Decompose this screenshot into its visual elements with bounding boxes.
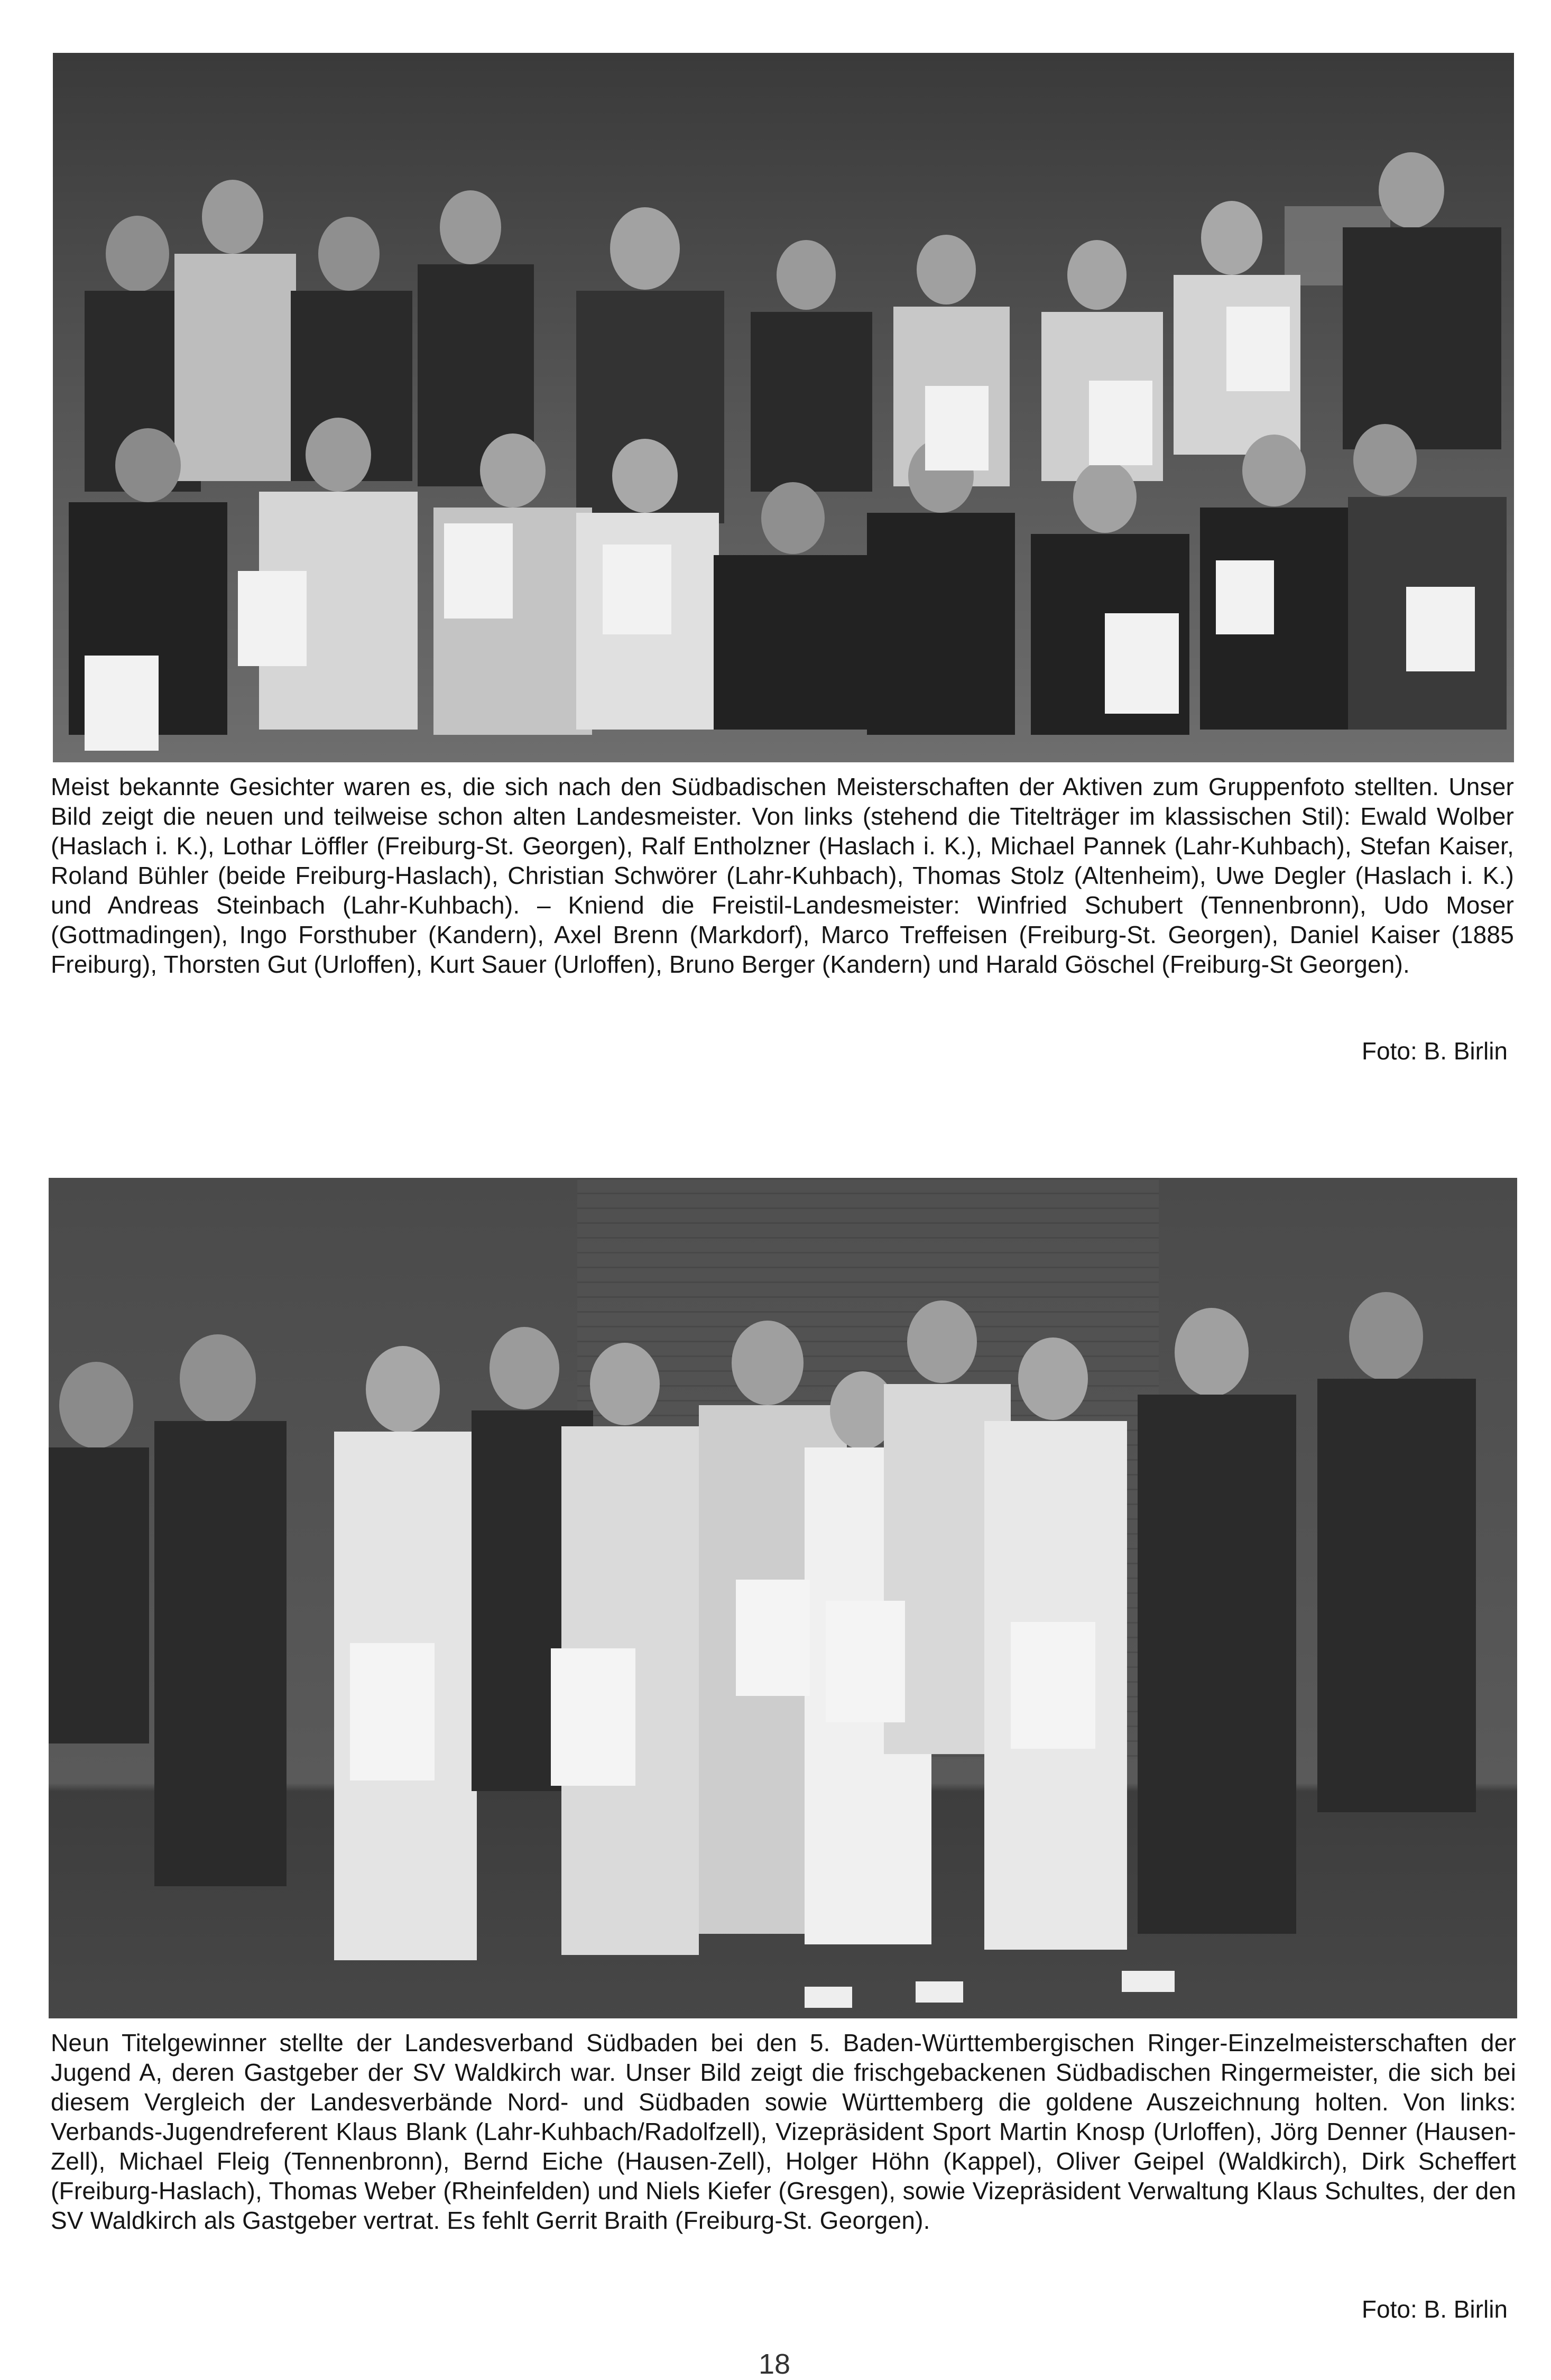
group-photo-jugend	[49, 1178, 1517, 2018]
page-number: 18	[758, 2348, 791, 2380]
group-photo-aktive-image	[53, 53, 1514, 762]
photo-2-caption: Neun Titelgewinner stellte der Landesverband Südbaden bei den 5. Baden-Württembergischen Ringer-Einzelmeisterschaften der Jugend A, deren Gastgeber der SV Waldkirch war. Unser Bild zeigt die frischgebackenen Südbadischen Ringermeister, die sich bei diesem Vergleich der Landesverbände Nord- und Südbaden sowie Württemberg die goldene Auszeichnung holten. Von links: Verbands-Jugendreferent Klaus Blank (Lahr-Kuhbach/Radolfzell), Vizepräsident Sport Martin Knosp (Urloffen), Jörg Denner (Hausen-Zell), Michael Fleig (Tennenbronn), Bernd Eiche (Hausen-Zell), Holger Höhn (Kappel), Oliver Geipel (Waldkirch), Dirk Scheffert (Freiburg-Haslach), Thomas Weber (Rheinfelden) und Niels Kiefer (Gresgen), sowie Vizepräsident Verwaltung Klaus Schultes, der den SV Waldkirch als Gastgeber vertrat. Es fehlt Gerrit Braith (Freiburg-St. Georgen).	[51, 2029, 1516, 2234]
photo-1-caption: Meist bekannte Gesichter waren es, die sich nach den Südbadischen Meisterschaften der Aktiven zum Gruppenfoto stellten. Unser Bild zeigt die neuen und teilweise schon alten Landesmeister. Von links (stehend die Titelträger im klassischen Stil): Ewald Wolber (Haslach i. K.), Lothar Löffler (Freiburg-St. Georgen), Ralf Entholzner (Haslach i. K.), Michael Pannek (Lahr-Kuhbach), Stefan Kaiser, Roland Bühler (beide Freiburg-Haslach), Christian Schwörer (Lahr-Kuhbach), Thomas Stolz (Altenheim), Uwe Degler (Haslach i. K.) und Andreas Steinbach (Lahr-Kuhbach). – Kniend die Freistil-Landesmeister: Winfried Schubert (Tennenbronn), Udo Moser (Gottmadingen), Ingo Forsthuber (Kandern), Axel Brenn (Markdorf), Marco Treffeisen (Freiburg-St. Georgen), Daniel Kaiser (1885 Freiburg), Thorsten Gut (Urloffen), Kurt Sauer (Urloffen), Bruno Berger (Kandern) und Harald Göschel (Freiburg-St Georgen).	[51, 773, 1514, 978]
photo-1-credit: Foto: B. Birlin	[1361, 1037, 1508, 1065]
group-photo-jugend-image	[49, 1178, 1517, 2018]
group-photo-aktive	[53, 53, 1514, 762]
photo-2-credit: Foto: B. Birlin	[1361, 2295, 1508, 2323]
